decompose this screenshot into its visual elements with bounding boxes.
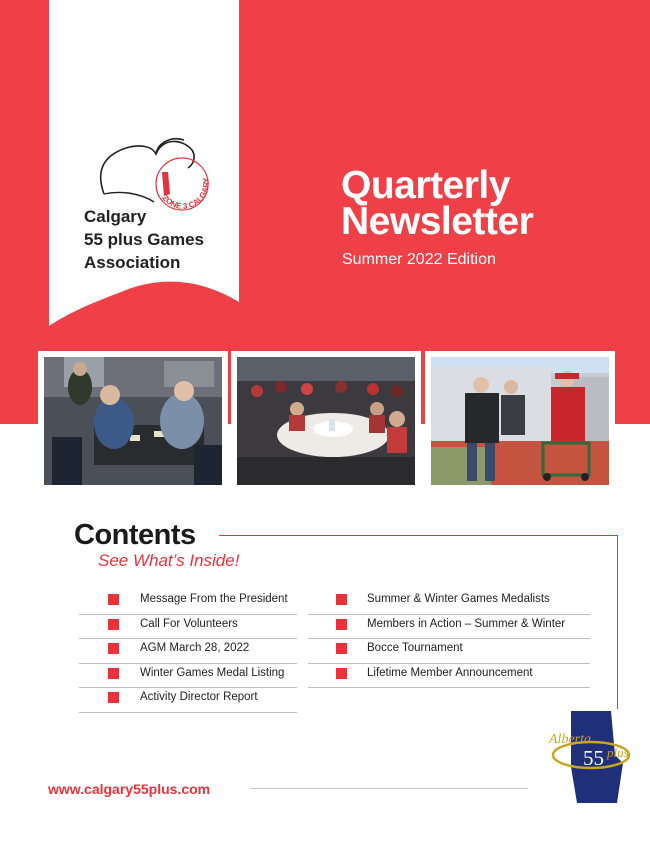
organization-name [84,205,234,274]
toc-item [308,639,590,664]
org-name-line: 55 plus Games [84,230,205,249]
toc-item-label: Activity Director Report [140,691,258,703]
toc-item-label: Winter Games Medal Listing [140,666,285,679]
website-link[interactable]: www.calgary55plus.com [48,781,211,797]
contents-subheading: See What’s Inside! [98,551,240,570]
toc-item-label: Call For Volunteers [140,617,238,630]
photo-banquet [231,351,421,491]
toc-item [79,639,297,664]
bullet-square-icon [336,619,347,630]
toc-item-label: Bocce Tournament [367,642,463,654]
bullet-square-icon [108,619,119,630]
toc-item [79,590,297,615]
bullet-square-icon [108,668,119,679]
toc-left-column [79,590,297,713]
bullet-square-icon [336,594,347,605]
toc-item-label: AGM March 28, 2022 [140,642,250,654]
bullet-square-icon [336,668,347,679]
org-name-line: Calgary [84,207,147,226]
toc-right-column [308,590,590,688]
title-line-2: Newsletter [341,200,534,243]
toc-item [308,590,590,615]
toc-item [79,615,297,640]
newsletter-title [341,164,534,243]
logo-arc-text: ZONE 3 CALGARY [160,176,211,211]
bullet-square-icon [108,643,119,654]
bullet-square-icon [108,594,119,605]
bullet-square-icon [336,643,347,654]
contents-heading: Contents [74,519,196,551]
photo-card-game [38,351,228,491]
toc-item-label: Summer & Winter Games Medalists [367,593,550,605]
contents-frame-right [617,535,618,709]
contents-frame-top [219,535,618,536]
edition-label: Summer 2022 Edition [342,251,496,268]
org-name-line: Association [84,253,181,272]
photo-outdoor-members [425,351,615,491]
toc-item [308,615,590,640]
alberta-logo-plus: plus [607,745,629,760]
alberta-logo-number: 55 [583,746,604,770]
toc-item [308,664,590,689]
title-line-1: Quarterly [341,164,510,207]
toc-item [79,688,297,713]
toc-item-label: Members in Action – Summer & Winter [367,617,566,630]
toc-item [79,664,297,689]
alberta-logo-word: Alberta [549,732,591,747]
toc-item-label: Lifetime Member Announcement [367,666,533,679]
toc-item-label: Message From the President [140,593,288,605]
alberta-55-plus-logo [545,707,640,807]
bullet-square-icon [108,692,119,703]
footer-rule [250,788,528,789]
